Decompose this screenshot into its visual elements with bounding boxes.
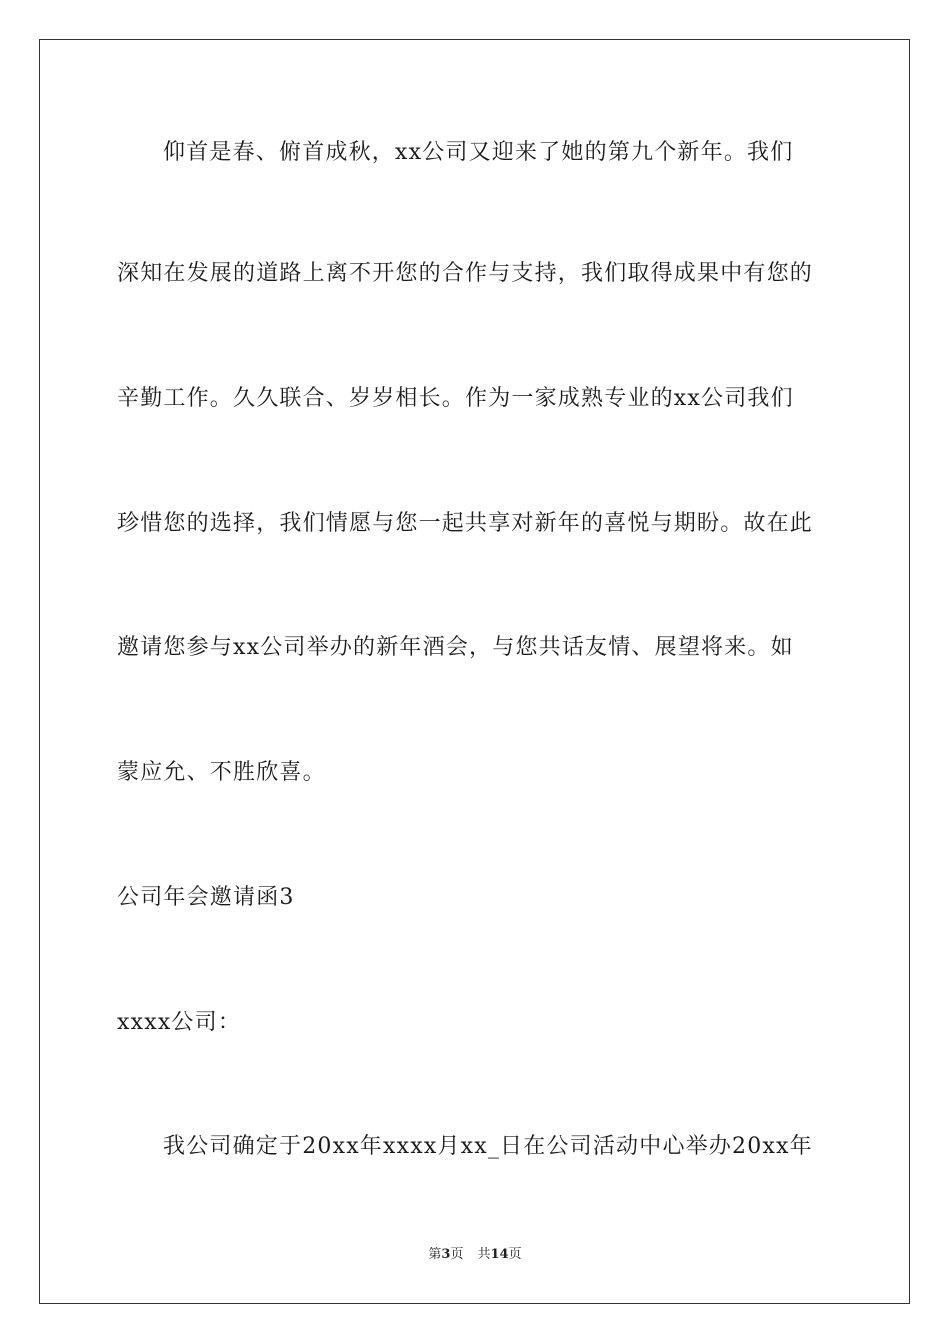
page-prefix: 第: [428, 1247, 442, 1262]
salutation: xxxx公司：: [117, 1010, 242, 1035]
page-border: [39, 39, 910, 1304]
body-line-6: 蒙应允、不胜欣喜。: [117, 760, 326, 785]
total-pages: 14: [490, 1247, 509, 1262]
page-number: 3: [441, 1247, 451, 1262]
body-line-2: 深知在发展的道路上离不开您的合作与支持，我们取得成果中有您的: [117, 261, 814, 286]
total-suffix: 页: [508, 1247, 522, 1262]
page-footer: [0, 1246, 950, 1264]
body-line-3: 辛勤工作。久久联合、岁岁相长。作为一家成熟专业的xx公司我们: [117, 386, 794, 411]
section-title: 公司年会邀请函3: [117, 885, 295, 910]
paragraph-line: 我公司确定于20xx年xxxx月xx_日在公司活动中心举办20xx年: [163, 1134, 813, 1159]
body-line-1: 仰首是春、俯首成秋，xx公司又迎来了她的第九个新年。我们: [163, 140, 794, 165]
page-suffix: 页: [450, 1247, 464, 1262]
total-prefix: 共: [477, 1247, 491, 1262]
body-line-5: 邀请您参与xx公司举办的新年酒会，与您共话友情、展望将来。如: [117, 635, 794, 660]
body-line-4: 珍惜您的选择，我们情愿与您一起共享对新年的喜悦与期盼。故在此: [117, 511, 814, 536]
